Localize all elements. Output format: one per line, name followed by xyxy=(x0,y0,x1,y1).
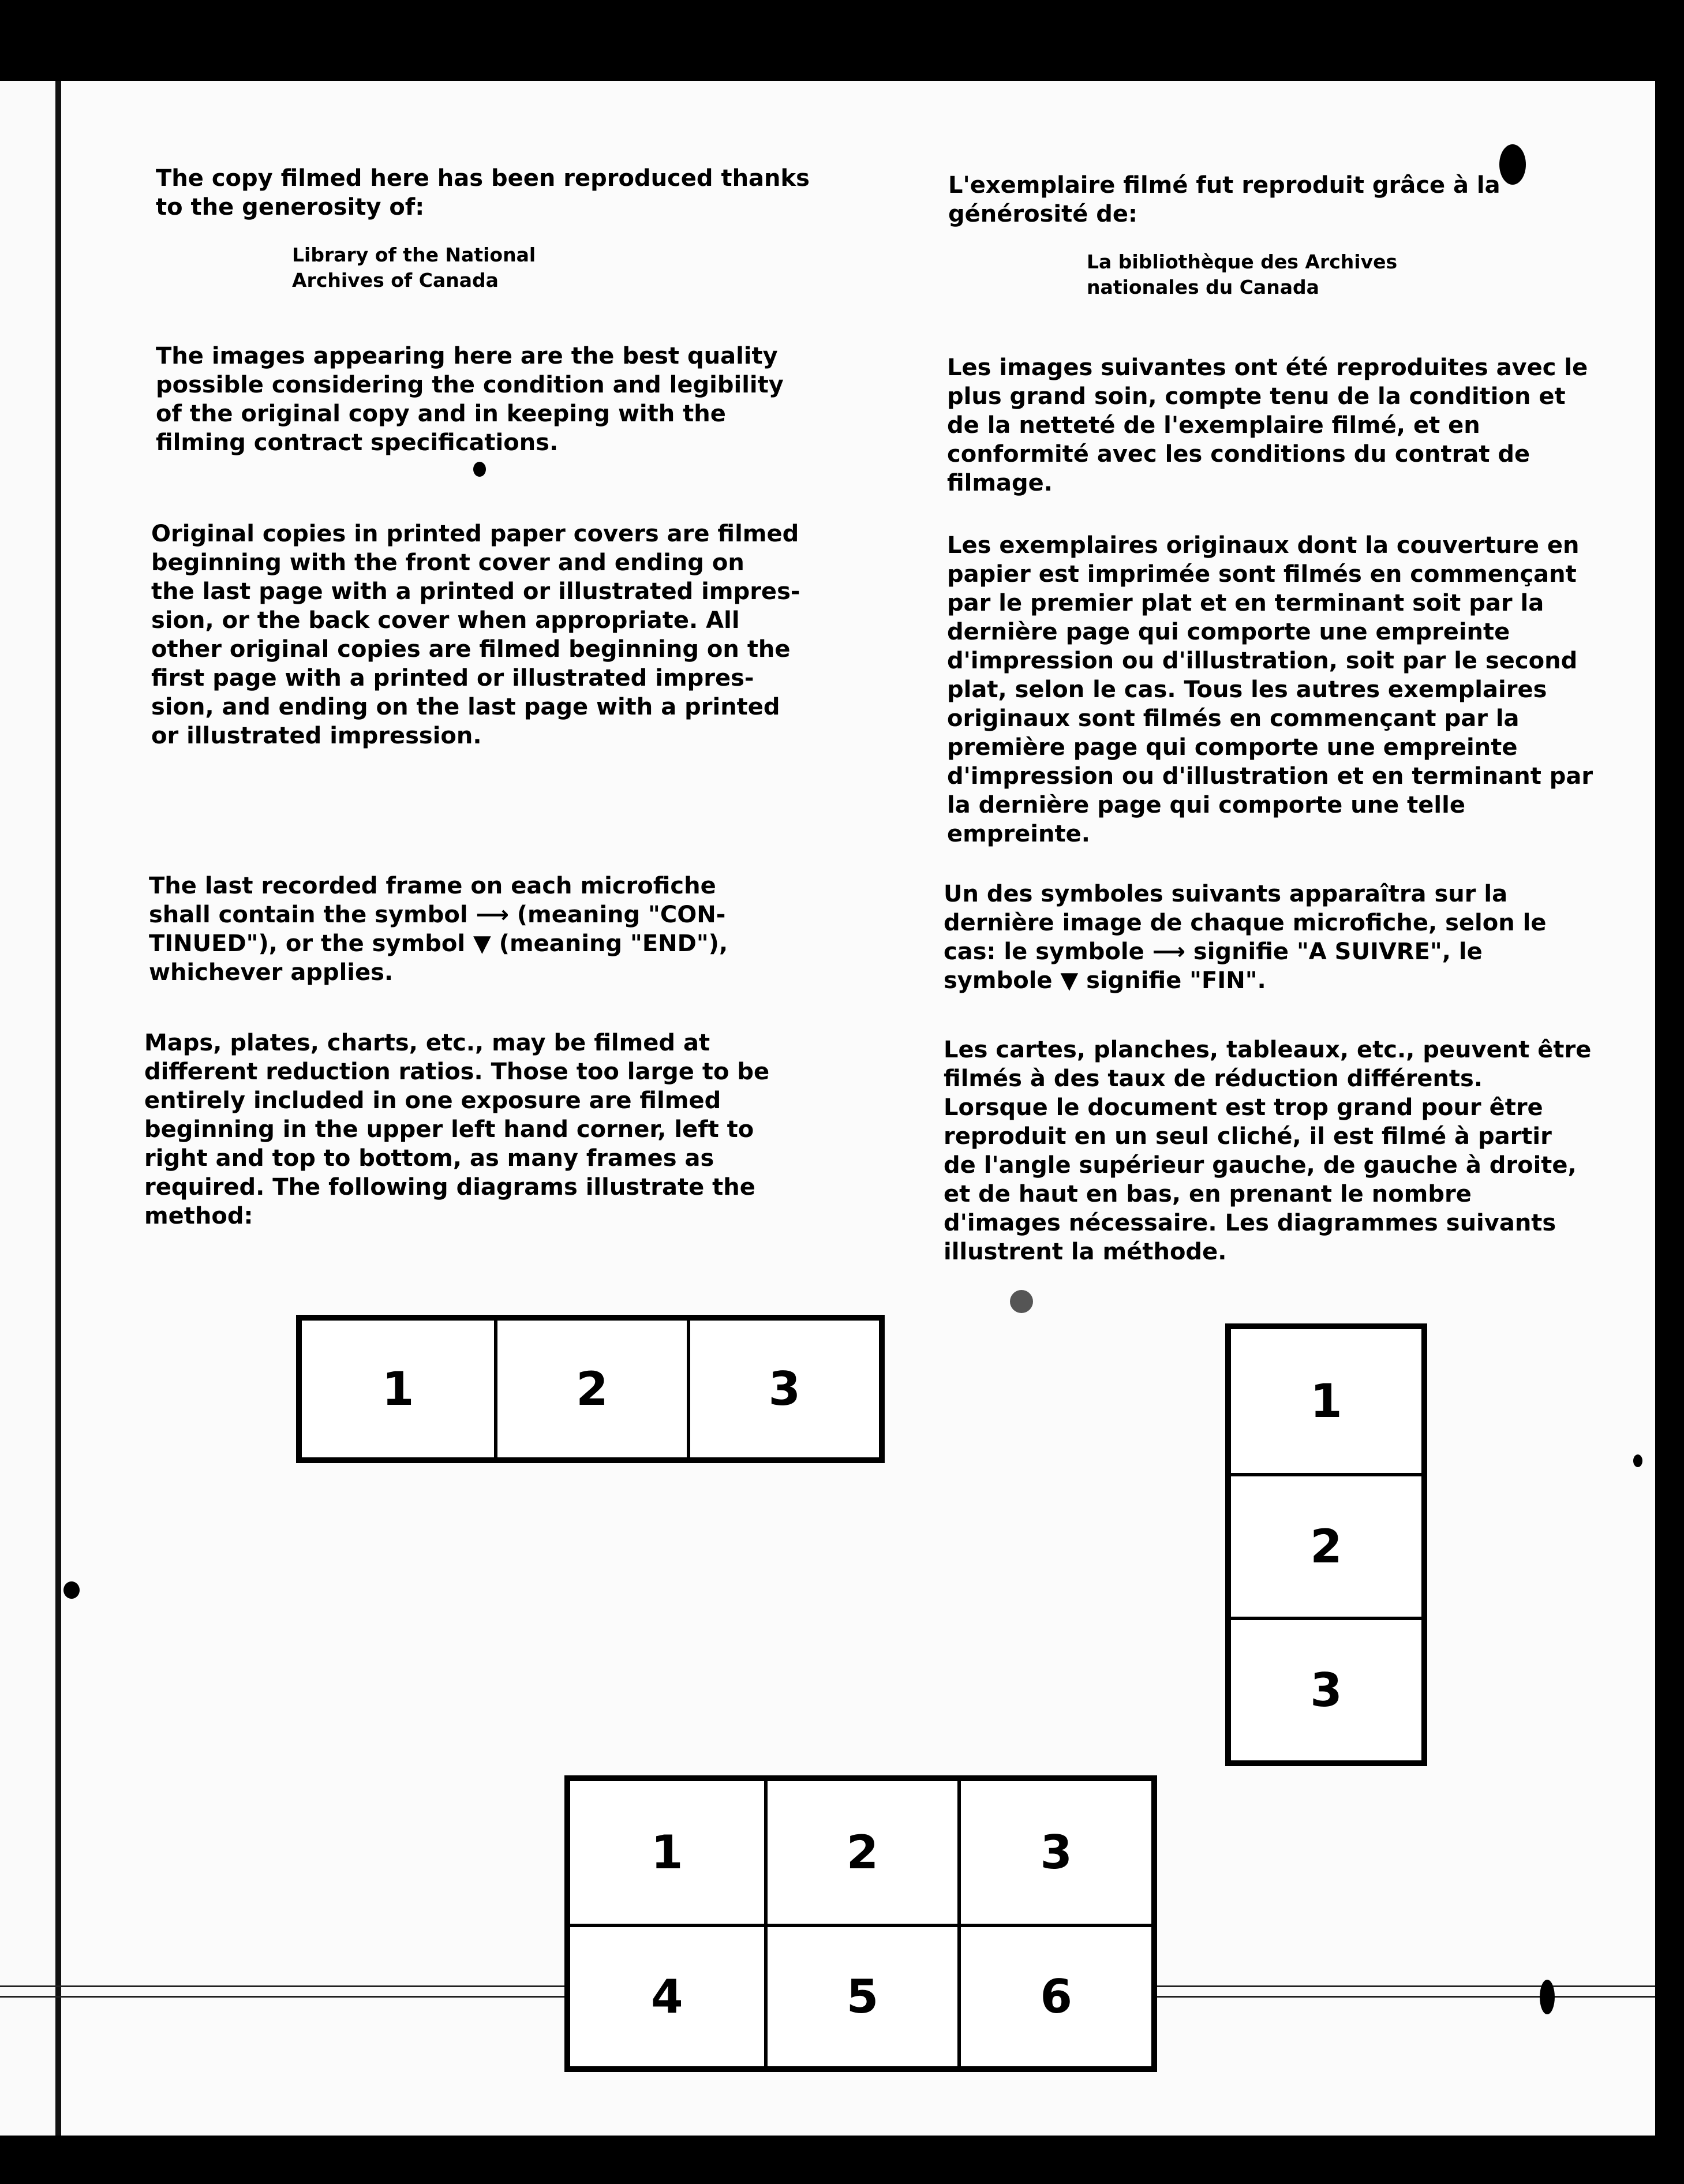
frame-cell: 3 xyxy=(1231,1617,1421,1760)
english-filming-order: Original copies in printed paper covers are filmed beginning with the front cover and ending on the last page with a printed or illustrated impres- sion, or the back cover when appropriate. All other original copies are filmed beginning on the first page with a printed or illustrated impres- sion, and ending on the last page with a printed or illustrated impression. xyxy=(151,521,800,749)
frame-cell: 4 xyxy=(570,1924,764,2066)
frame-cell: 5 xyxy=(764,1924,958,2066)
french-image-quality: Les images suivantes ont été reproduites avec le plus grand soin, compte tenu de la condition et de la netteté de l'exemplaire filmé, et en conformité avec les conditions du contrat de filmage. xyxy=(947,354,1588,496)
scan-speck xyxy=(1633,1454,1642,1467)
scan-speck xyxy=(1540,1980,1555,2014)
english-maps-method: Maps, plates, charts, etc., may be filmed at different reduction ratios. Those too large to be entirely included in one exposure are filmed beginning in the upper left hand corner, left to right and top to bottom, as many frames as required. The following diagrams illustrate the method: xyxy=(144,1030,770,1229)
scan-speck xyxy=(63,1581,80,1599)
french-maps-method: Les cartes, planches, tableaux, etc., peuvent être filmés à des taux de réduction différents. Lorsque le document est trop grand pour être reproduit en un seul cliché, il est filmé à partir de l'angle supérieur gauche, de gauche à droite, et de haut en bas, en prenant le nombre d'images nécessaire. Les diagrammes suivants illustrent la méthode. xyxy=(944,1037,1592,1265)
scan-speck xyxy=(1010,1290,1033,1313)
english-library-name: Library of the National Archives of Canada xyxy=(292,244,536,291)
diagram-column-frames xyxy=(1225,1323,1427,1766)
french-library-name: La bibliothèque des Archives nationales du Canada xyxy=(1087,250,1398,298)
frame-cell: 1 xyxy=(1310,1374,1342,1428)
english-image-quality: The images appearing here are the best quality possible considering the condition and legibility of the original copy and in keeping with the filming contract specifications. xyxy=(156,343,784,456)
frame-cell: 2 xyxy=(764,1781,958,1924)
scan-speck xyxy=(1499,144,1526,185)
top-black-border xyxy=(0,0,1684,81)
frame-cell: 1 xyxy=(381,1362,414,1416)
french-acknowledgement: L'exemplaire filmé fut reproduit grâce à la générosité de: xyxy=(948,172,1500,227)
english-acknowledgement: The copy filmed here has been reproduced thanks to the generosity of: xyxy=(156,165,810,220)
french-symbols: Un des symboles suivants apparaîtra sur la dernière image de chaque microfiche, selon le cas: le symbole ⟶ signifie "A SUIVRE", le symbole ▼ signifie "FIN". xyxy=(944,881,1547,994)
frame-cell: 2 xyxy=(494,1321,686,1457)
english-symbols: The last recorded frame on each microfiche shall contain the symbol ⟶ (meaning "CON- TINUED"), or the symbol ▼ (meaning "END"), whichever applies. xyxy=(149,873,728,986)
frame-cell: 2 xyxy=(1231,1473,1421,1617)
diagram-grid-frames xyxy=(564,1775,1157,2072)
left-border-rule xyxy=(55,81,61,2136)
right-black-border xyxy=(1655,81,1684,2136)
scan-speck xyxy=(473,462,486,477)
frame-cell: 6 xyxy=(957,1924,1151,2066)
bottom-black-border xyxy=(0,2136,1684,2184)
french-filming-order: Les exemplaires originaux dont la couverture en papier est imprimée sont filmés en commençant par le premier plat et en terminant soit par la dernière page qui comporte une empreinte d'impression ou d'illustration, soit par le second plat, selon le cas. Tous les autres exemplaires originaux sont filmés en commençant par la première page qui comporte une empreinte d'impression ou d'illustration et en terminant par la dernière page qui comporte une telle empreinte. xyxy=(947,532,1593,847)
diagram-row-frames xyxy=(296,1315,885,1463)
frame-cell: 3 xyxy=(957,1781,1151,1924)
frame-cell: 3 xyxy=(687,1321,879,1457)
left-margin xyxy=(0,81,55,2136)
frame-cell: 1 xyxy=(650,1826,683,1879)
